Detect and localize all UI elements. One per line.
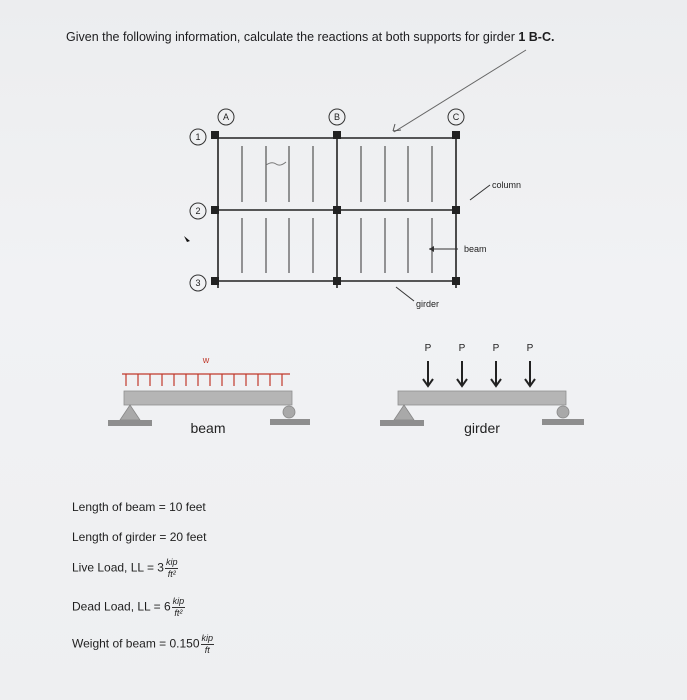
dead-load [72, 597, 185, 618]
grid-label-b: B [333, 112, 341, 122]
length-girder: Length of girder = 20 feet [72, 530, 207, 544]
girder-ground-right [542, 419, 584, 425]
grid-bubbles [190, 109, 464, 291]
live-load [72, 558, 178, 579]
girder-annotation: girder [416, 299, 440, 309]
beam-ground-right [270, 419, 310, 425]
pointer-line [394, 50, 526, 132]
girder-id: 1 B-C. [518, 30, 555, 44]
roller-support-icon [283, 406, 295, 418]
dead-load-unit: $\frac{\text{kip}}{\text{ft²}}$ [172, 596, 185, 618]
beam-annotation: beam [464, 244, 487, 254]
grid-label-c: C [452, 112, 460, 122]
length-beam: Length of beam = 10 feet [72, 500, 206, 514]
column-leader [470, 185, 490, 200]
pin-support-icon [120, 405, 140, 420]
live-load-label: Live Load, LL = 3 [72, 560, 164, 575]
beam-caption: beam [190, 420, 226, 436]
beam-weight-label: Weight of beam = 0.150 [72, 636, 200, 651]
grid-label-a: A [222, 112, 230, 122]
beam-member [124, 391, 292, 405]
girder-roller-support-icon [557, 406, 569, 418]
column-annotation: column [492, 180, 522, 190]
live-load-unit: $\frac{\text{kip}}{\text{ft²}}$ [165, 557, 178, 579]
girder-member [398, 391, 566, 405]
dead-load-label: Dead Load, LL = 6 [72, 599, 171, 614]
beam-diagram [108, 355, 310, 436]
grid-label-2: 2 [195, 206, 201, 216]
grid-label-3: 3 [195, 278, 201, 288]
point-load-arrows [423, 361, 535, 386]
beam-weight [72, 634, 214, 655]
girder-load-label-1: P [424, 343, 432, 354]
girder-ground-left [380, 420, 424, 426]
framing-plan [184, 50, 526, 309]
cursor-icon [184, 236, 190, 242]
girder-load-label-2: P [458, 343, 466, 354]
girder-load-label-4: P [526, 343, 534, 354]
column-markers [211, 131, 460, 285]
girder-load-label-3: P [492, 343, 500, 354]
question-prefix: Given the following information, calculate the reactions at both supports for girder [66, 30, 519, 44]
beam-ground-left [108, 420, 152, 426]
beam-load-label: w [202, 355, 210, 365]
scribble-mark [266, 162, 286, 165]
girder-leader [396, 287, 414, 301]
girder-diagram [380, 343, 584, 436]
distributed-load-arrows [126, 374, 282, 386]
beam-weight-unit: $\frac{\text{kip}}{ft}$ [201, 633, 214, 655]
girder-caption: girder [464, 420, 500, 436]
girder-pin-support-icon [394, 405, 414, 420]
grid-label-1: 1 [195, 132, 201, 142]
